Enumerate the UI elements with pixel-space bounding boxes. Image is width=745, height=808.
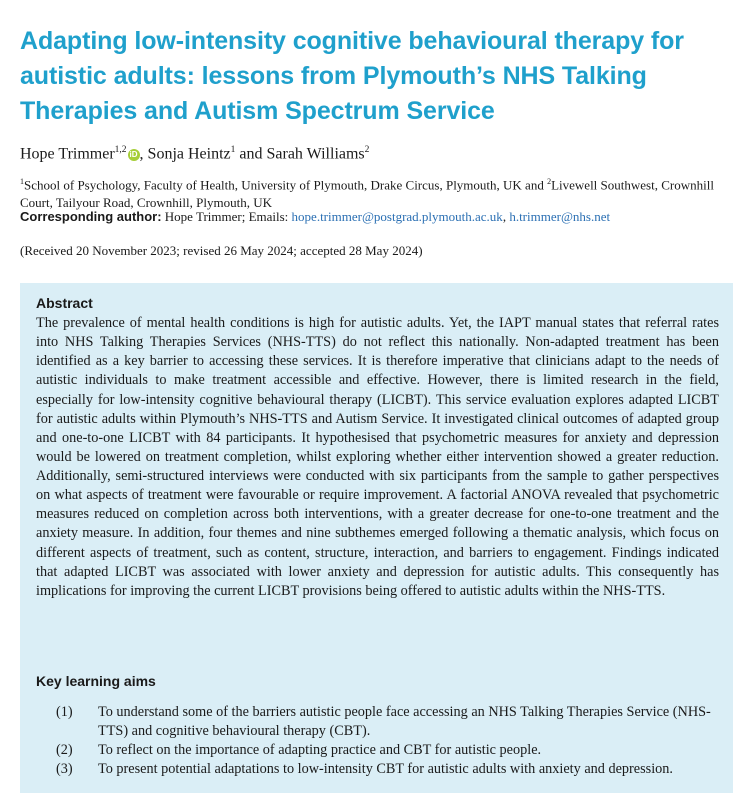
abstract-heading: Abstract	[36, 295, 93, 311]
author-name[interactable]: Hope Trimmer	[20, 145, 115, 163]
abstract-text: The prevalence of mental health conditions is high for autistic adults. Yet, the IAPT manual states that referral rates into NHS Talking Therapies Services (NHS-TTS) do not reflect this nationally. Non-adapted treatment has been identified as a key barrier to accessing these services. It is therefore imperative that clinicians adapt to the needs of autistic individuals to make treatment accessible and effective. However, there is limited research in the field, especially for low-intensity cognitive behavioural therapy (LICBT). This service evaluation explores adapted LICBT for autistic adults within Plymouth’s NHS-TTS and Autism Service. It investigated clinical outcomes of adapted group and one-to-one LICBT with 84 participants. It hypothesised that psychometric measures for anxiety and depression would be lowered on treatment completion, whilst exploring whether either intervention showed a greater reduction. Additionally, semi-structured interviews were conducted with six participants from the sample to gather perspectives on what aspects of treatment were favourable or require improvement. A factorial ANOVA revealed that psychometric measures reduced on completion across both interventions, with a greater decrease for one-to-one treatment and the anxiety measure. In addition, four themes and nine subthemes emerged following a thematic analysis, which focus on different aspects of treatment, such as content, structure, interaction, and barriers to engagement. Findings indicated that adapted LICBT was associated with lower anxiety and depression for autistic adults. This consequently has implications for improving the current LICBT provisions being offered to autistic adults within the NHS-TTS.	[36, 315, 719, 599]
affiliations	[20, 173, 738, 212]
key-learning-aims-list	[36, 703, 719, 779]
key-learning-aims-heading: Key learning aims	[36, 673, 156, 689]
author-name[interactable]: Sarah Williams	[266, 145, 365, 163]
list-item-text: To reflect on the importance of adapting practice and CBT for autistic people.	[98, 742, 542, 758]
article-title: Adapting low-intensity cognitive behavioural therapy for autistic adults: lessons from Plymouth’s NHS Talking Therapies and Autism Spectrum Service	[20, 27, 684, 125]
list-item-number: (3)	[56, 761, 73, 777]
list-item	[36, 703, 719, 741]
email-link[interactable]: hope.trimmer@postgrad.plymouth.ac.uk	[291, 209, 503, 224]
author-list	[20, 139, 369, 165]
list-item	[36, 741, 719, 760]
corresponding-author	[20, 208, 738, 226]
orcid-icon[interactable]: iD	[129, 150, 138, 160]
list-item-number: (1)	[56, 704, 73, 720]
email-separator: ,	[502, 209, 510, 224]
list-item	[36, 760, 719, 779]
affiliation-sup: 1	[20, 177, 24, 186]
corresponding-name: Hope Trimmer; Emails:	[161, 209, 292, 224]
author-affiliation-sup: 1,2	[114, 145, 127, 155]
affiliation-text: School of Psychology, Faculty of Health, University of Plymouth, Drake Circus, Plymouth, UK and	[24, 177, 548, 193]
affiliation-text: Livewell Southwest, Crownhill Court, Tailyour Road, Crownhill, Plymouth, UK	[20, 177, 714, 211]
affiliation-sup: 2	[547, 177, 552, 186]
abstract-box	[20, 283, 733, 793]
corresponding-label: Corresponding author:	[20, 209, 162, 224]
author-and: and	[235, 145, 267, 163]
author-affiliation-sup: 1	[230, 145, 236, 155]
author-name[interactable]: Sonja Heintz	[147, 145, 231, 163]
received-dates: (Received 20 November 2023; revised 26 May 2024; accepted 28 May 2024)	[20, 243, 423, 258]
list-item-text: To understand some of the barriers autistic people face accessing an NHS Talking Therapies Service (NHS-TTS) and cognitive behavioural therapy (CBT).	[98, 704, 711, 739]
author-separator: ,	[139, 145, 148, 163]
email-link[interactable]: h.trimmer@nhs.net	[509, 209, 611, 224]
list-item-number: (2)	[56, 742, 73, 758]
author-affiliation-sup: 2	[364, 145, 370, 155]
list-item-text: To present potential adaptations to low-intensity CBT for autistic adults with anxiety and depression.	[98, 761, 673, 777]
